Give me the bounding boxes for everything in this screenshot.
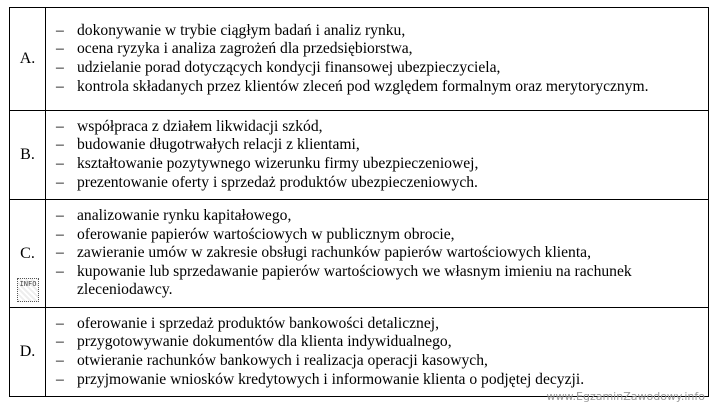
info-icon[interactable] (17, 278, 39, 302)
answer-options-table (9, 7, 709, 397)
option-letter: B. (10, 111, 46, 200)
list-item: – ocena ryzyka i analiza zagrożeń dla przedsiębiorstwa, (52, 40, 702, 59)
option-item-list (52, 315, 702, 389)
option-item-list (52, 207, 702, 300)
list-item: – budowanie długotrwałych relacji z klientami, (52, 136, 702, 155)
option-letter: D. (10, 308, 46, 397)
list-item: – oferowanie papierów wartościowych w publicznym obrocie, (52, 226, 702, 245)
info-icon-label: INFO (19, 280, 37, 288)
list-item: – przyjmowanie wniosków kredytowych i informowanie klienta o podjętej decyzji. (52, 371, 702, 390)
option-row-c (10, 200, 709, 308)
list-item: – udzielanie porad dotyczących kondycji finansowej ubezpieczyciela, (52, 59, 702, 78)
option-items-cell (46, 8, 709, 111)
option-items-cell (46, 111, 709, 200)
list-item: – prezentowanie oferty i sprzedaż produktów ubezpieczeniowych. (52, 174, 702, 193)
option-items-cell (46, 308, 709, 397)
option-row-d (10, 308, 709, 397)
list-item: – kupowanie lub sprzedawanie papierów wartościowych we własnym imieniu na rachunek zleceniodawcy. (52, 263, 702, 300)
list-item: – dokonywanie w trybie ciągłym badań i analiz rynku, (52, 22, 702, 41)
list-item: – kształtowanie pozytywnego wizerunku firmy ubezpieczeniowej, (52, 155, 702, 174)
watermark: www.EgzaminZawodowy.info (546, 390, 705, 403)
option-letter: C. (20, 244, 35, 262)
list-item: – zawieranie umów w zakresie obsługi rachunków papierów wartościowych klienta, (52, 244, 702, 263)
option-row-a (10, 8, 709, 111)
list-item: – współpraca z działem likwidacji szkód, (52, 118, 702, 137)
option-item-list (52, 118, 702, 192)
list-item: – przygotowywanie dokumentów dla klienta indywidualnego, (52, 333, 702, 352)
option-items-cell (46, 200, 709, 308)
list-item: – oferowanie i sprzedaż produktów bankowości detalicznej, (52, 315, 702, 334)
option-item-list (52, 22, 702, 96)
list-item: – analizowanie rynku kapitałowego, (52, 207, 702, 226)
option-letter-cell (10, 200, 46, 308)
option-row-b (10, 111, 709, 200)
option-letter: A. (10, 8, 46, 111)
list-item: – otwieranie rachunków bankowych i realizacja operacji kasowych, (52, 352, 702, 371)
list-item: – kontrola składanych przez klientów zleceń pod względem formalnym oraz merytorycznym. (52, 78, 702, 97)
